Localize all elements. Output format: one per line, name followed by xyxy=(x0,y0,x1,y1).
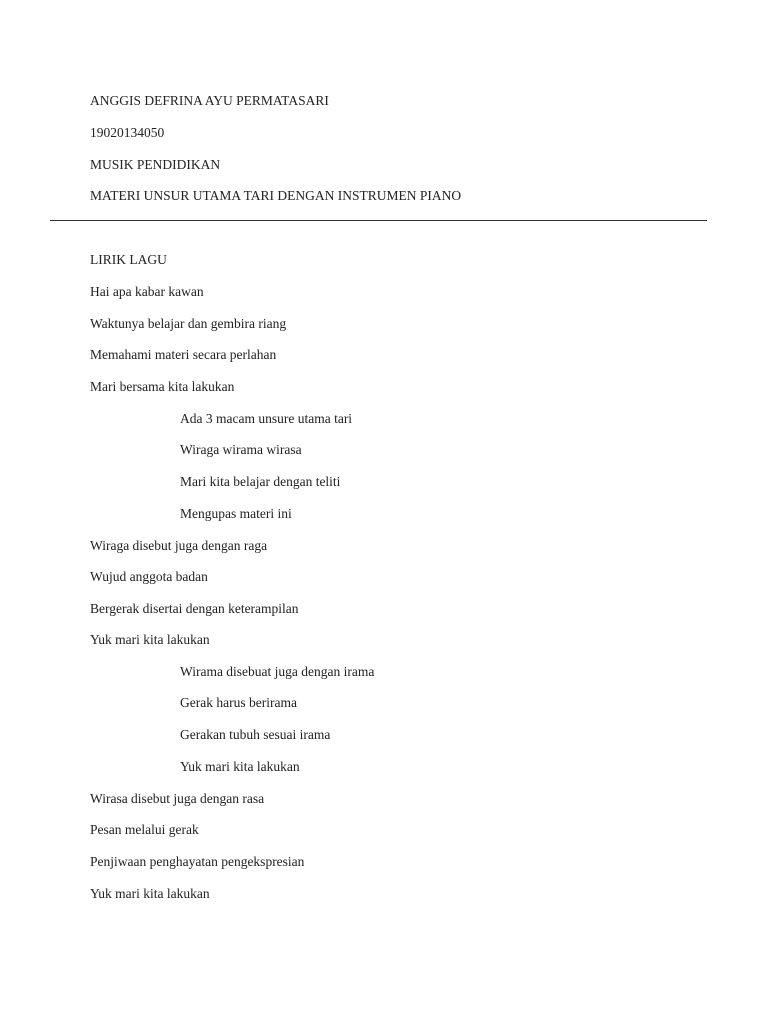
lyric-line-indented: Wiraga wirama wirasa xyxy=(180,442,302,457)
lyric-line: Hai apa kabar kawan xyxy=(90,284,204,299)
author-name: ANGGIS DEFRINA AYU PERMATASARI xyxy=(90,93,329,108)
lyric-line: Wirasa disebut juga dengan rasa xyxy=(90,791,265,806)
lyric-line-indented: Wirama disebuat juga dengan irama xyxy=(180,664,375,679)
lyric-line: Penjiwaan penghayatan pengekspresian xyxy=(90,854,305,869)
horizontal-divider xyxy=(50,220,707,221)
lyrics-heading: LIRIK LAGU xyxy=(90,252,167,267)
lyric-line-indented: Gerakan tubuh sesuai irama xyxy=(180,727,331,742)
lyric-line: Wiraga disebut juga dengan raga xyxy=(90,538,268,553)
lyric-line-indented: Mengupas materi ini xyxy=(180,506,292,521)
study-program: MUSIK PENDIDIKAN xyxy=(90,157,221,172)
document-subject: MATERI UNSUR UTAMA TARI DENGAN INSTRUMEN PIANO xyxy=(90,188,462,203)
lyric-line-indented: Mari kita belajar dengan teliti xyxy=(180,474,341,489)
lyric-line: Wujud anggota badan xyxy=(90,569,208,584)
lyric-line-indented: Gerak harus berirama xyxy=(180,695,297,710)
lyric-line: Waktunya belajar dan gembira riang xyxy=(90,316,287,331)
lyric-line: Memahami materi secara perlahan xyxy=(90,347,277,362)
lyric-line: Bergerak disertai dengan keterampilan xyxy=(90,601,299,616)
lyric-line: Yuk mari kita lakukan xyxy=(90,632,210,647)
lyric-line-indented: Ada 3 macam unsure utama tari xyxy=(180,411,353,426)
student-id: 19020134050 xyxy=(90,125,165,140)
lyric-line: Yuk mari kita lakukan xyxy=(90,886,210,901)
lyric-line-indented: Yuk mari kita lakukan xyxy=(180,759,300,774)
lyric-line: Pesan melalui gerak xyxy=(90,822,199,837)
lyric-line: Mari bersama kita lakukan xyxy=(90,379,235,394)
